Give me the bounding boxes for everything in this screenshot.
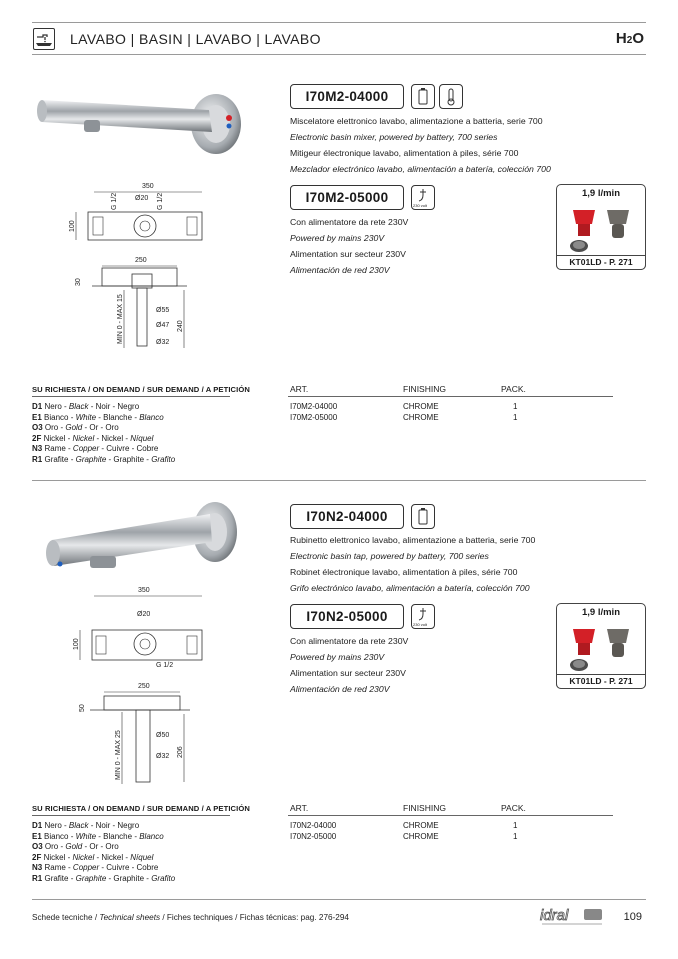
dim-350-1: 350 <box>142 183 154 190</box>
product-code-box: I70M2-04000 <box>290 84 404 109</box>
finish-option: O3 Oro - Gold - Or - Oro <box>32 842 119 852</box>
finish-option: E1 Bianco - White - Blanche - Blanco <box>32 831 164 841</box>
dim-240-1: 240 <box>177 320 184 332</box>
on-demand-heading: SU RICHIESTA / ON DEMAND / SUR DEMAND / A PETICIÓN <box>32 804 250 813</box>
dim-206-2: 206 <box>177 746 184 758</box>
on-demand-heading: SU RICHIESTA / ON DEMAND / SUR DEMAND / A PETICIÓN <box>32 385 250 394</box>
desc-fr: Alimentation sur secteur 230V <box>290 249 406 259</box>
dim-d32-2: Ø32 <box>156 753 170 760</box>
finish-option: N3 Rame - Copper - Cuivre - Cobre <box>32 444 159 454</box>
dim-range-1: MIN 0 - MAX 15 <box>117 294 124 344</box>
desc-fr: Robinet électronique lavabo, alimentation à piles, série 700 <box>290 567 518 577</box>
finish-option: E1 Bianco - White - Blanche - Blanco <box>32 412 164 422</box>
col-art: ART. <box>290 384 309 394</box>
description-mains <box>290 633 408 697</box>
table-cell: CHROME <box>403 831 439 841</box>
kit-flow: 1,9 l/min <box>581 188 620 199</box>
dim-350-2: 350 <box>138 587 150 594</box>
desc-it: Con alimentatore da rete 230V <box>290 217 409 227</box>
thermometer-icon <box>439 84 463 109</box>
footer-rule <box>32 899 646 900</box>
on-demand-list <box>32 402 175 466</box>
mains-power-icon <box>411 185 435 210</box>
table-rule <box>288 396 613 397</box>
table-cell: I70M2-04000 <box>290 402 338 411</box>
desc-fr: Alimentation sur secteur 230V <box>290 668 406 678</box>
on-demand-rule <box>32 396 230 397</box>
dim-100-2: 100 <box>73 638 80 650</box>
col-art: ART. <box>290 803 309 813</box>
header-top-rule <box>32 22 646 23</box>
table-col-finish <box>403 821 439 842</box>
dim-d50-2: Ø50 <box>156 732 170 739</box>
technical-drawing-1 <box>62 178 262 358</box>
col-pack: PACK. <box>501 803 526 813</box>
desc-it: Miscelatore elettronico lavabo, alimentazione a batteria, serie 700 <box>290 116 543 126</box>
dim-30-1: 30 <box>75 278 82 286</box>
desc-it: Rubinetto elettronico lavabo, alimentazione a batteria, serie 700 <box>290 535 536 545</box>
finish-option: R1 Grafite - Graphite - Graphite - Grafito <box>32 454 176 464</box>
kit-ref: KT01LD - P. 271 <box>556 255 646 270</box>
table-col-finish <box>403 402 439 423</box>
desc-en: Electronic basin mixer, powered by battery, 700 series <box>290 132 498 142</box>
battery-icon <box>411 504 435 529</box>
dim-100-1: 100 <box>69 220 76 232</box>
dim-g12a-1: G 1/2 <box>111 192 118 210</box>
idral-logo <box>538 906 606 931</box>
dim-d20-2: Ø20 <box>137 611 151 618</box>
desc-en: Powered by mains 230V <box>290 652 385 662</box>
kit-aerator-image <box>563 621 641 673</box>
kit-flow: 1,9 l/min <box>581 607 620 618</box>
finish-option: N3 Rame - Copper - Cuivre - Cobre <box>32 863 159 873</box>
desc-en: Electronic basin tap, powered by battery, 700 series <box>290 551 489 561</box>
dim-d47-1: Ø47 <box>156 322 170 329</box>
product-code-box: I70N2-05000 <box>290 604 404 629</box>
desc-es: Grifo electrónico lavabo, alimentación a batería, colección 700 <box>290 583 530 593</box>
table-cell: CHROME <box>403 821 439 830</box>
faucet-image-2 <box>40 500 240 580</box>
on-demand-list <box>32 821 175 885</box>
kit-aerator-image <box>563 202 641 254</box>
desc-fr: Mitigeur électronique lavabo, alimentation à piles, série 700 <box>290 148 519 158</box>
table-cell: 1 <box>513 402 518 411</box>
dim-g12-2: G 1/2 <box>156 662 174 669</box>
h2o-sub: 2 <box>626 35 633 46</box>
h2o-o: O <box>632 30 644 47</box>
faucet-image-1 <box>34 92 246 160</box>
table-col-art <box>290 402 337 423</box>
power-icon-label: 230 volt <box>413 622 428 627</box>
h2o-label <box>616 30 644 47</box>
finish-option: O3 Oro - Gold - Or - Oro <box>32 423 119 433</box>
description-battery <box>290 532 535 596</box>
finish-option: D1 Nero - Black - Noir - Negro <box>32 821 140 830</box>
header-bottom-rule <box>32 54 646 55</box>
desc-it: Con alimentatore da rete 230V <box>290 636 409 646</box>
table-cell: CHROME <box>403 412 439 422</box>
table-cell: 1 <box>513 412 518 422</box>
col-finishing: FINISHING <box>403 803 446 813</box>
table-cell: CHROME <box>403 402 439 411</box>
col-pack: PACK. <box>501 384 526 394</box>
dim-d32-1: Ø32 <box>156 339 170 346</box>
dim-250-2: 250 <box>138 683 150 690</box>
logo-text: idral <box>540 907 569 924</box>
table-cell: I70N2-05000 <box>290 831 337 841</box>
power-icon-label: 230 volt <box>413 203 428 208</box>
col-finishing: FINISHING <box>403 384 446 394</box>
battery-icon <box>411 84 435 109</box>
table-rule <box>288 815 613 816</box>
desc-es: Alimentación de red 230V <box>290 684 390 694</box>
dim-d55-1: Ø55 <box>156 307 170 314</box>
kit-ref: KT01LD - P. 271 <box>556 674 646 689</box>
on-demand-rule <box>32 815 230 816</box>
footer-technical-sheets: Schede tecniche / Technical sheets / Fiches techniques / Fichas técnicas: pag. 276-294 <box>32 913 349 922</box>
table-col-pack <box>513 402 517 423</box>
finish-option: 2F Nickel - Nickel - Nickel - Níquel <box>32 433 154 443</box>
desc-es: Mezclador electrónico lavabo, alimentación a batería, colección 700 <box>290 164 551 174</box>
desc-en: Powered by mains 230V <box>290 233 385 243</box>
table-cell: 1 <box>513 831 518 841</box>
table-cell: I70M2-05000 <box>290 412 338 422</box>
finish-option: R1 Grafite - Graphite - Graphite - Grafito <box>32 873 176 883</box>
dim-range-2: MIN 0 - MAX 25 <box>115 730 122 780</box>
finish-option: D1 Nero - Black - Noir - Negro <box>32 402 140 411</box>
dim-50-2: 50 <box>79 704 86 712</box>
section-separator <box>32 480 646 481</box>
finish-option: 2F Nickel - Nickel - Nickel - Níquel <box>32 852 154 862</box>
h2o-h: H <box>615 30 627 47</box>
dim-d20-1: Ø20 <box>135 195 149 202</box>
description-battery <box>290 113 551 177</box>
product-code-box: I70N2-04000 <box>290 504 404 529</box>
desc-es: Alimentación de red 230V <box>290 265 390 275</box>
table-col-pack <box>513 821 517 842</box>
product-code-box: I70M2-05000 <box>290 185 404 210</box>
table-cell: 1 <box>513 821 518 830</box>
page-number: 109 <box>623 911 642 923</box>
kit-box <box>556 184 646 270</box>
basin-category-icon <box>33 28 55 50</box>
table-cell: I70N2-04000 <box>290 821 337 830</box>
dim-g12b-1: G 1/2 <box>157 192 164 210</box>
mains-power-icon <box>411 604 435 629</box>
page-title: LAVABO | BASIN | LAVABO | LAVABO <box>70 31 321 47</box>
table-col-art <box>290 821 336 842</box>
kit-box <box>556 603 646 689</box>
description-mains <box>290 214 408 278</box>
technical-drawing-2 <box>62 584 262 794</box>
dim-250-1: 250 <box>135 257 147 264</box>
